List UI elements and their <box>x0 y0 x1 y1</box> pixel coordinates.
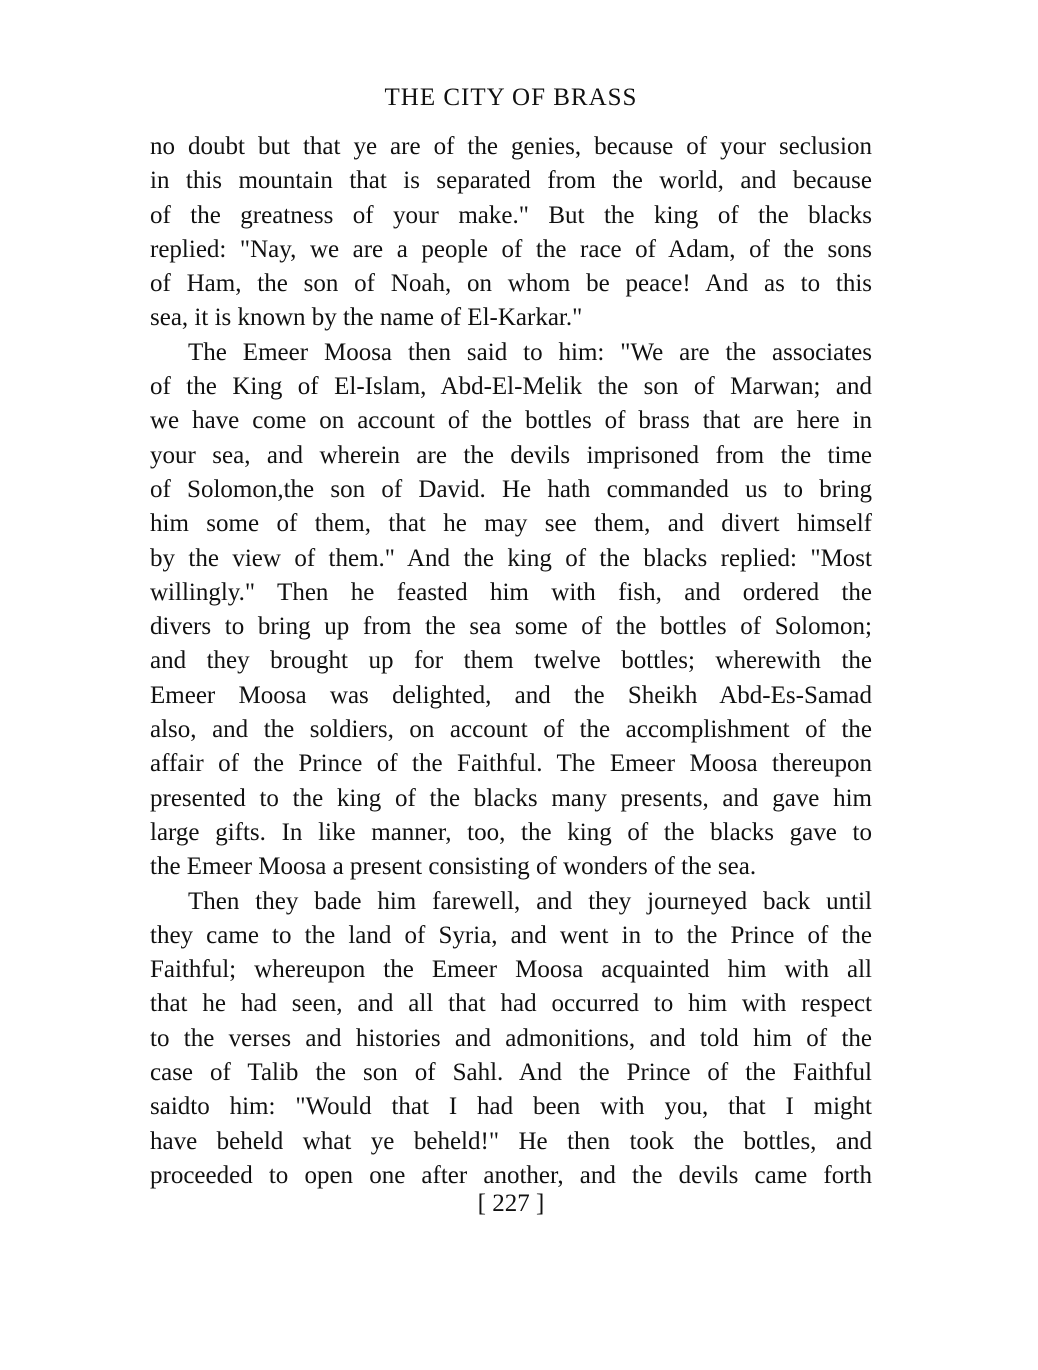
text-line: we have come on account of the bottles of brass that are here in <box>150 407 872 435</box>
text-line: and they brought up for them twelve bottles; wherewith the <box>150 647 872 675</box>
text-line: no doubt but that ye are of the genies, because of your seclusion <box>150 133 872 160</box>
body-text <box>150 130 872 1193</box>
text-line: have beheld what ye beheld!" He then took the bottles, and <box>150 1127 872 1155</box>
text-line: him some of them, that he may see them, and divert himself <box>150 510 872 538</box>
text-line: of Ham, the son of Noah, on whom be peace! And as to this <box>150 270 872 298</box>
text-line: proceeded to open one after another, and the devils came forth <box>150 1161 872 1189</box>
text-line: large gifts. In like manner, too, the king of the blacks gave to <box>150 818 872 846</box>
text-line: in this mountain that is separated from the world, and because <box>150 167 872 195</box>
text-line: also, and the soldiers, on account of the accomplishment of the <box>150 716 872 744</box>
text-line: by the view of them." And the king of the blacks replied: "Most <box>150 544 872 572</box>
text-line: divers to bring up from the sea some of the bottles of Solomon; <box>150 613 872 641</box>
text-line: affair of the Prince of the Faithful. The Emeer Moosa thereupon <box>150 750 872 778</box>
text-line: Faithful; whereupon the Emeer Moosa acquainted him with all <box>150 956 872 984</box>
text-line: Emeer Moosa was delighted, and the Sheikh Abd-Es-Samad <box>150 681 872 709</box>
running-title: THE CITY OF BRASS <box>384 84 638 111</box>
text-line: the Emeer Moosa a present consisting of wonders of the sea. <box>150 853 757 881</box>
text-line: of the greatness of your make." But the king of the blacks <box>150 201 872 229</box>
page-number: [ 227 ] <box>477 1190 545 1217</box>
text-line: willingly." Then he feasted him with fish, and ordered the <box>150 578 872 606</box>
text-line: they came to the land of Syria, and went in to the Prince of the <box>150 921 872 949</box>
text-line: Then they bade him farewell, and they journeyed back until <box>188 887 872 915</box>
text-line: replied: "Nay, we are a people of the race of Adam, of the sons <box>150 235 872 263</box>
text-line: of the King of El-Islam, Abd-El-Melik the son of Marwan; and <box>150 373 872 401</box>
text-line: The Emeer Moosa then said to him: "We are the associates <box>188 338 872 366</box>
text-line: to the verses and histories and admonitions, and told him of the <box>150 1024 872 1052</box>
text-line: presented to the king of the blacks many presents, and gave him <box>150 784 872 812</box>
text-line: saidto him: "Would that I had been with you, that I might <box>150 1093 872 1121</box>
text-line: your sea, and wherein are the devils imprisoned from the time <box>150 441 872 469</box>
text-line: case of Talib the son of Sahl. And the Prince of the Faithful <box>150 1059 872 1087</box>
text-line: of Solomon,the son of David. He hath commanded us to bring <box>150 475 872 503</box>
text-line: that he had seen, and all that had occurred to him with respect <box>150 990 872 1018</box>
text-line: sea, it is known by the name of El-Karkar." <box>150 304 583 332</box>
